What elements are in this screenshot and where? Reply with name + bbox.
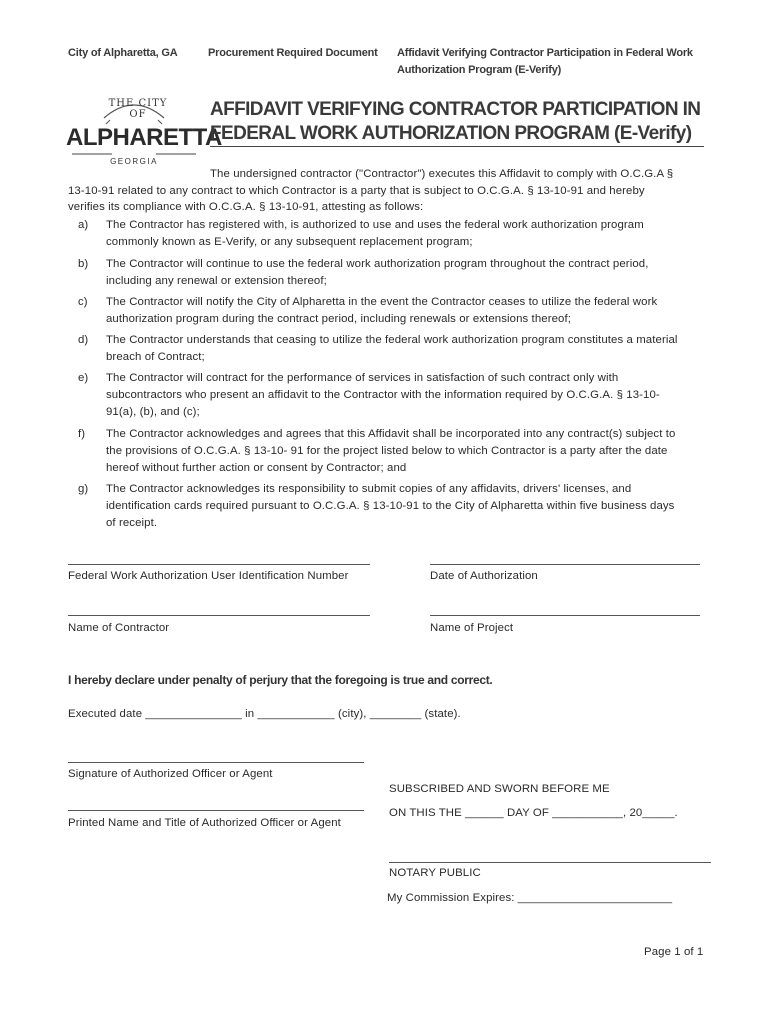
header-doc-type: Procurement Required Document <box>208 47 378 59</box>
date-auth-line[interactable] <box>430 564 700 565</box>
list-item-f <box>78 426 678 477</box>
fw-user-id-label: Federal Work Authorization User Identification Number <box>68 570 349 582</box>
fw-user-id-line[interactable] <box>68 564 370 565</box>
logo-top-text: THE CITY OF <box>108 98 168 120</box>
project-name-label: Name of Project <box>430 622 514 634</box>
list-item-text: The Contractor understands that ceasing to utilize the federal work authorization program constitutes a material breach of Contract; <box>106 334 678 363</box>
list-item-text: The Contractor will continue to use the federal work authorization program throughout the contract period, including any renewal or extension thereof; <box>106 258 649 287</box>
list-item-mark: f) <box>78 428 86 440</box>
header-doc-name-1: Affidavit Verifying Contractor Participation in Federal Work <box>397 47 693 59</box>
printed-name-label: Printed Name and Title of Authorized Officer or Agent <box>68 817 341 829</box>
notary-date-line: ON THIS THE ______ DAY OF ___________, 20_____. <box>389 807 678 819</box>
city-logo <box>66 92 222 172</box>
list-item-mark: c) <box>78 296 88 308</box>
intro-line-1: The undersigned contractor ("Contractor") executes this Affidavit to comply with O.C.G.A § <box>210 168 674 180</box>
title-line-2: FEDERAL WORK AUTHORIZATION PROGRAM (E-Verify) <box>210 123 692 144</box>
notary-signature-line[interactable] <box>389 862 711 863</box>
list-item-d <box>78 332 678 366</box>
printed-name-line[interactable] <box>68 810 364 811</box>
list-item-text: The Contractor will notify the City of Alpharetta in the event the Contractor ceases to utilize the federal work authorization program during the contract period, including renewals or extensions thereof; <box>106 296 658 325</box>
list-item-mark: b) <box>78 258 89 270</box>
header-doc-name-2: Authorization Program (E-Verify) <box>397 64 562 76</box>
logo-sub-text: GEORGIA <box>110 157 158 166</box>
signature-line[interactable] <box>68 762 364 763</box>
list-item-mark: a) <box>78 219 89 231</box>
commission-expires: My Commission Expires: ________________________ <box>387 892 673 904</box>
date-auth-label: Date of Authorization <box>430 570 538 582</box>
notary-public-label: NOTARY PUBLIC <box>389 867 481 879</box>
list-item-mark: g) <box>78 483 89 495</box>
title-underline <box>210 146 704 147</box>
notary-subscribed: SUBSCRIBED AND SWORN BEFORE ME <box>389 783 610 795</box>
list-item-text: The Contractor will contract for the performance of services in satisfaction of such contract only with subcontractors who present an affidavit to the Contractor with the information required by O.C.G.A. § 13-10-91(a), (b), and (c); <box>106 372 660 418</box>
signature-label: Signature of Authorized Officer or Agent <box>68 768 273 780</box>
contractor-name-label: Name of Contractor <box>68 622 170 634</box>
list-item-mark: d) <box>78 334 89 346</box>
contractor-name-line[interactable] <box>68 615 370 616</box>
page-number: Page 1 of 1 <box>644 946 704 958</box>
executed-line: Executed date _______________ in ____________ (city), ________ (state). <box>68 708 461 720</box>
logo-main-text: ALPHARETTA <box>66 124 222 151</box>
list-item-text: The Contractor has registered with, is authorized to use and uses the federal work authorization program commonly known as E-Verify, or any subsequent replacement program; <box>106 219 644 248</box>
list-item-g <box>78 481 678 532</box>
list-item-c <box>78 294 678 328</box>
title-line-1: AFFIDAVIT VERIFYING CONTRACTOR PARTICIPATION IN <box>210 99 701 120</box>
list-item-e <box>78 370 678 421</box>
list-item-mark: e) <box>78 372 89 384</box>
project-name-line[interactable] <box>430 615 700 616</box>
intro-line-3: verifies its compliance with O.C.G.A. § 13-10-91, attesting as follows: <box>68 201 424 213</box>
list-item-text: The Contractor acknowledges its responsibility to submit copies of any affidavits, drivers' licenses, and identification cards required pursuant to O.C.G.A. § 13-10-91 to the City of Alpharetta within five business days of receipt. <box>106 483 675 529</box>
intro-line-2: 13-10-91 related to any contract to which Contractor is a party that is subject to O.C.G.A. § 13-10-91 and hereby <box>68 185 645 197</box>
list-item-a <box>78 217 678 251</box>
header-city: City of Alpharetta, GA <box>68 47 178 59</box>
list-item-b <box>78 256 678 290</box>
perjury-declaration: I hereby declare under penalty of perjury that the foregoing is true and correct. <box>68 673 493 687</box>
list-item-text: The Contractor acknowledges and agrees that this Affidavit shall be incorporated into any contract(s) subject to the provisions of O.C.G.A. § 13-10- 91 for the project listed below to which Contractor is a party after the date hereof without further action or consent by Contractor; and <box>106 428 676 474</box>
